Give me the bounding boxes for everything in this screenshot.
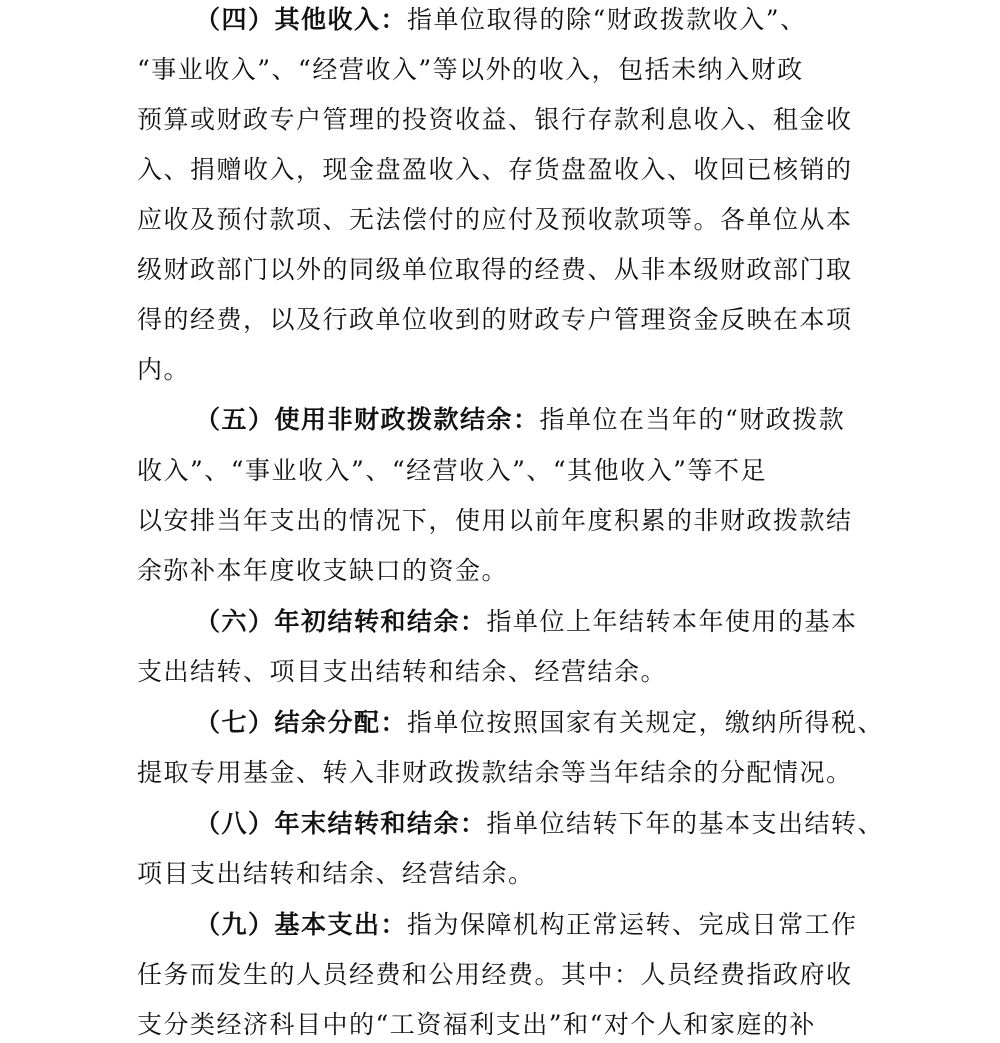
paragraph-line: 应收及预付款项、无法偿付的应付及预收款项等。各单位从本	[137, 205, 853, 234]
line-text: 指单位取得的除“财政拨款收入”、	[407, 5, 807, 34]
section-term: （九）基本支出：	[195, 910, 408, 939]
paragraph-line: 支出结转、项目支出结转和结余、经营结余。	[137, 657, 668, 686]
section-term: （五）使用非财政拨款结余：	[195, 405, 540, 434]
paragraph-line: 入、捐赠收入，现金盘盈收入、存货盘盈收入、收回已核销的	[137, 155, 853, 184]
line-text: 指单位在当年的“财政拨款	[539, 405, 846, 434]
paragraph-line	[195, 708, 884, 738]
paragraph-line	[195, 405, 845, 435]
section-term: （六）年初结转和结余：	[195, 607, 487, 636]
paragraph-line: 任务而发生的人员经费和公用经费。其中：人员经费指政府收	[137, 960, 853, 989]
paragraph-line: 预算或财政专户管理的投资收益、银行存款利息收入、租金收	[137, 105, 853, 134]
paragraph-line: “事业收入”、“经营收入”等以外的收入，包括未纳入财政	[137, 55, 804, 84]
paragraph-line	[195, 809, 884, 839]
paragraph-line	[195, 910, 858, 940]
line-text: 指单位按照国家有关规定，缴纳所得税、	[407, 708, 885, 737]
paragraph-line: 以安排当年支出的情况下，使用以前年度积累的非财政拨款结	[137, 506, 853, 535]
paragraph-line	[195, 5, 807, 35]
paragraph-line: 收入”、“事业收入”、“经营收入”、“其他收入”等不足	[137, 456, 767, 485]
paragraph-line: 提取专用基金、转入非财政拨款结余等当年结余的分配情况。	[137, 758, 853, 787]
paragraph-line: 项目支出结转和结余、经营结余。	[137, 859, 535, 888]
paragraph-line: 级财政部门以外的同级单位取得的经费、从非本级财政部门取	[137, 255, 853, 284]
section-term: （七）结余分配：	[195, 708, 408, 737]
section-term: （四）其他收入：	[195, 5, 408, 34]
paragraph-line: 得的经费，以及行政单位收到的财政专户管理资金反映在本项	[137, 305, 853, 334]
line-text: 指单位上年结转本年使用的基本	[486, 607, 858, 636]
line-text: 指单位结转下年的基本支出结转、	[486, 809, 885, 838]
paragraph-line	[195, 607, 858, 637]
line-text: 指为保障机构正常运转、完成日常工作	[407, 910, 858, 939]
paragraph-line: 内。	[137, 355, 191, 384]
section-term: （八）年末结转和结余：	[195, 809, 487, 838]
paragraph-line: 余弥补本年度收支缺口的资金。	[137, 556, 509, 585]
paragraph-line: 支分类经济科目中的“工资福利支出”和“对个人和家庭的补	[137, 1010, 816, 1039]
